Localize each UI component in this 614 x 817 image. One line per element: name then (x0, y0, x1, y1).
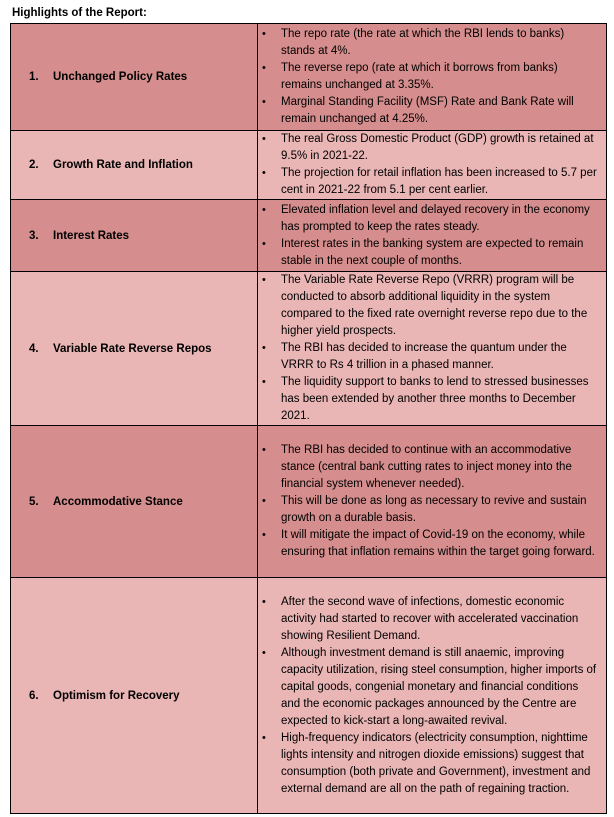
row-bullets-cell (258, 200, 607, 272)
row-label-cell (11, 426, 258, 578)
row-title: Growth Rate and Inflation (53, 159, 193, 171)
row-bullets-cell (258, 131, 607, 200)
bullet-item: • The RBI has decided to increase the quantum under the VRRR to Rs 4 trillion in a phased manner. (258, 340, 600, 374)
row-title: Unchanged Policy Rates (53, 71, 188, 83)
bullet-item: • Marginal Standing Facility (MSF) Rate and Bank Rate will remain unchanged at 4.25%. (258, 94, 600, 128)
row-number: 2. (29, 159, 39, 171)
bullet-item: • It will mitigate the impact of Covid-19 on the economy, while ensuring that inflation remains within the target going forward. (258, 527, 600, 561)
row-number: 5. (29, 495, 39, 508)
bullet-item: • High-frequency indicators (electricity consumption, nighttime lights intensity and nitrogen dioxide emissions) suggest that consumption (both private and Government), investment and external demand are all on the path of regaining traction. (258, 730, 600, 798)
row-number: 6. (29, 689, 39, 702)
report-heading: Highlights of the Report: (12, 7, 147, 19)
bullet-item: • The Variable Rate Reverse Repo (VRRR) program will be conducted to absorb additional liquidity in the system compared to the fixed rate overnight reverse repo due to the higher yield prospects. (258, 272, 600, 340)
row-bullets-cell (258, 578, 607, 814)
bullet-item: • After the second wave of infections, domestic economic activity had started to recover with accelerated vaccination showing Resilient Demand. (258, 594, 600, 645)
row-bullets-cell (258, 24, 607, 131)
bullet-item: • Interest rates in the banking system are expected to remain stable in the next couple of months. (258, 236, 600, 270)
row-label-cell (11, 272, 258, 426)
bullet-item: • The repo rate (the rate at which the RBI lends to banks) stands at 4%. (258, 26, 600, 60)
table-row (11, 578, 607, 814)
table-row (11, 200, 607, 272)
row-label-cell (11, 578, 258, 814)
bullet-list (258, 442, 606, 561)
bullet-item: • The real Gross Domestic Product (GDP) growth is retained at 9.5% in 2021-22. (258, 131, 600, 165)
table-row (11, 131, 607, 200)
bullet-item: • The RBI has decided to continue with an accommodative stance (central bank cutting rates to inject money into the financial system whenever needed). (258, 442, 600, 493)
row-title: Accommodative Stance (53, 495, 183, 508)
row-number: 1. (29, 71, 39, 83)
row-bullets-cell (258, 426, 607, 578)
bullet-item: • The projection for retail inflation has been increased to 5.7 per cent in 2021-22 from 5.1 per cent earlier. (258, 165, 600, 199)
bullet-list (258, 26, 606, 128)
row-label-cell (11, 131, 258, 200)
table-row (11, 24, 607, 131)
bullet-item: • The liquidity support to banks to lend to stressed businesses has been extended by another three months to December 2021. (258, 374, 600, 425)
row-label-cell (11, 200, 258, 272)
bullet-list (258, 202, 606, 270)
row-label-cell (11, 24, 258, 131)
row-title: Interest Rates (53, 229, 130, 242)
bullet-item: • Although investment demand is still anaemic, improving capacity utilization, rising steel consumption, higher imports of capital goods, congenial monetary and financial conditions and the economic packages announced by the Centre are expected to kick-start a long-awaited revival. (258, 645, 600, 730)
bullet-item: • This will be done as long as necessary to revive and sustain growth on a durable basis. (258, 493, 600, 527)
table-row (11, 426, 607, 578)
table-row (11, 272, 607, 426)
bullet-list (258, 272, 606, 425)
bullet-item: • The reverse repo (rate at which it borrows from banks) remains unchanged at 3.35%. (258, 60, 600, 94)
bullet-item: • Elevated inflation level and delayed recovery in the economy has prompted to keep the rates steady. (258, 202, 600, 236)
bullet-list (258, 131, 606, 199)
row-title: Optimism for Recovery (53, 689, 180, 702)
bullet-list (258, 594, 606, 798)
row-number: 4. (29, 342, 39, 355)
highlights-table (10, 23, 607, 814)
row-bullets-cell (258, 272, 607, 426)
row-number: 3. (29, 229, 39, 242)
row-title: Variable Rate Reverse Repos (53, 342, 212, 355)
